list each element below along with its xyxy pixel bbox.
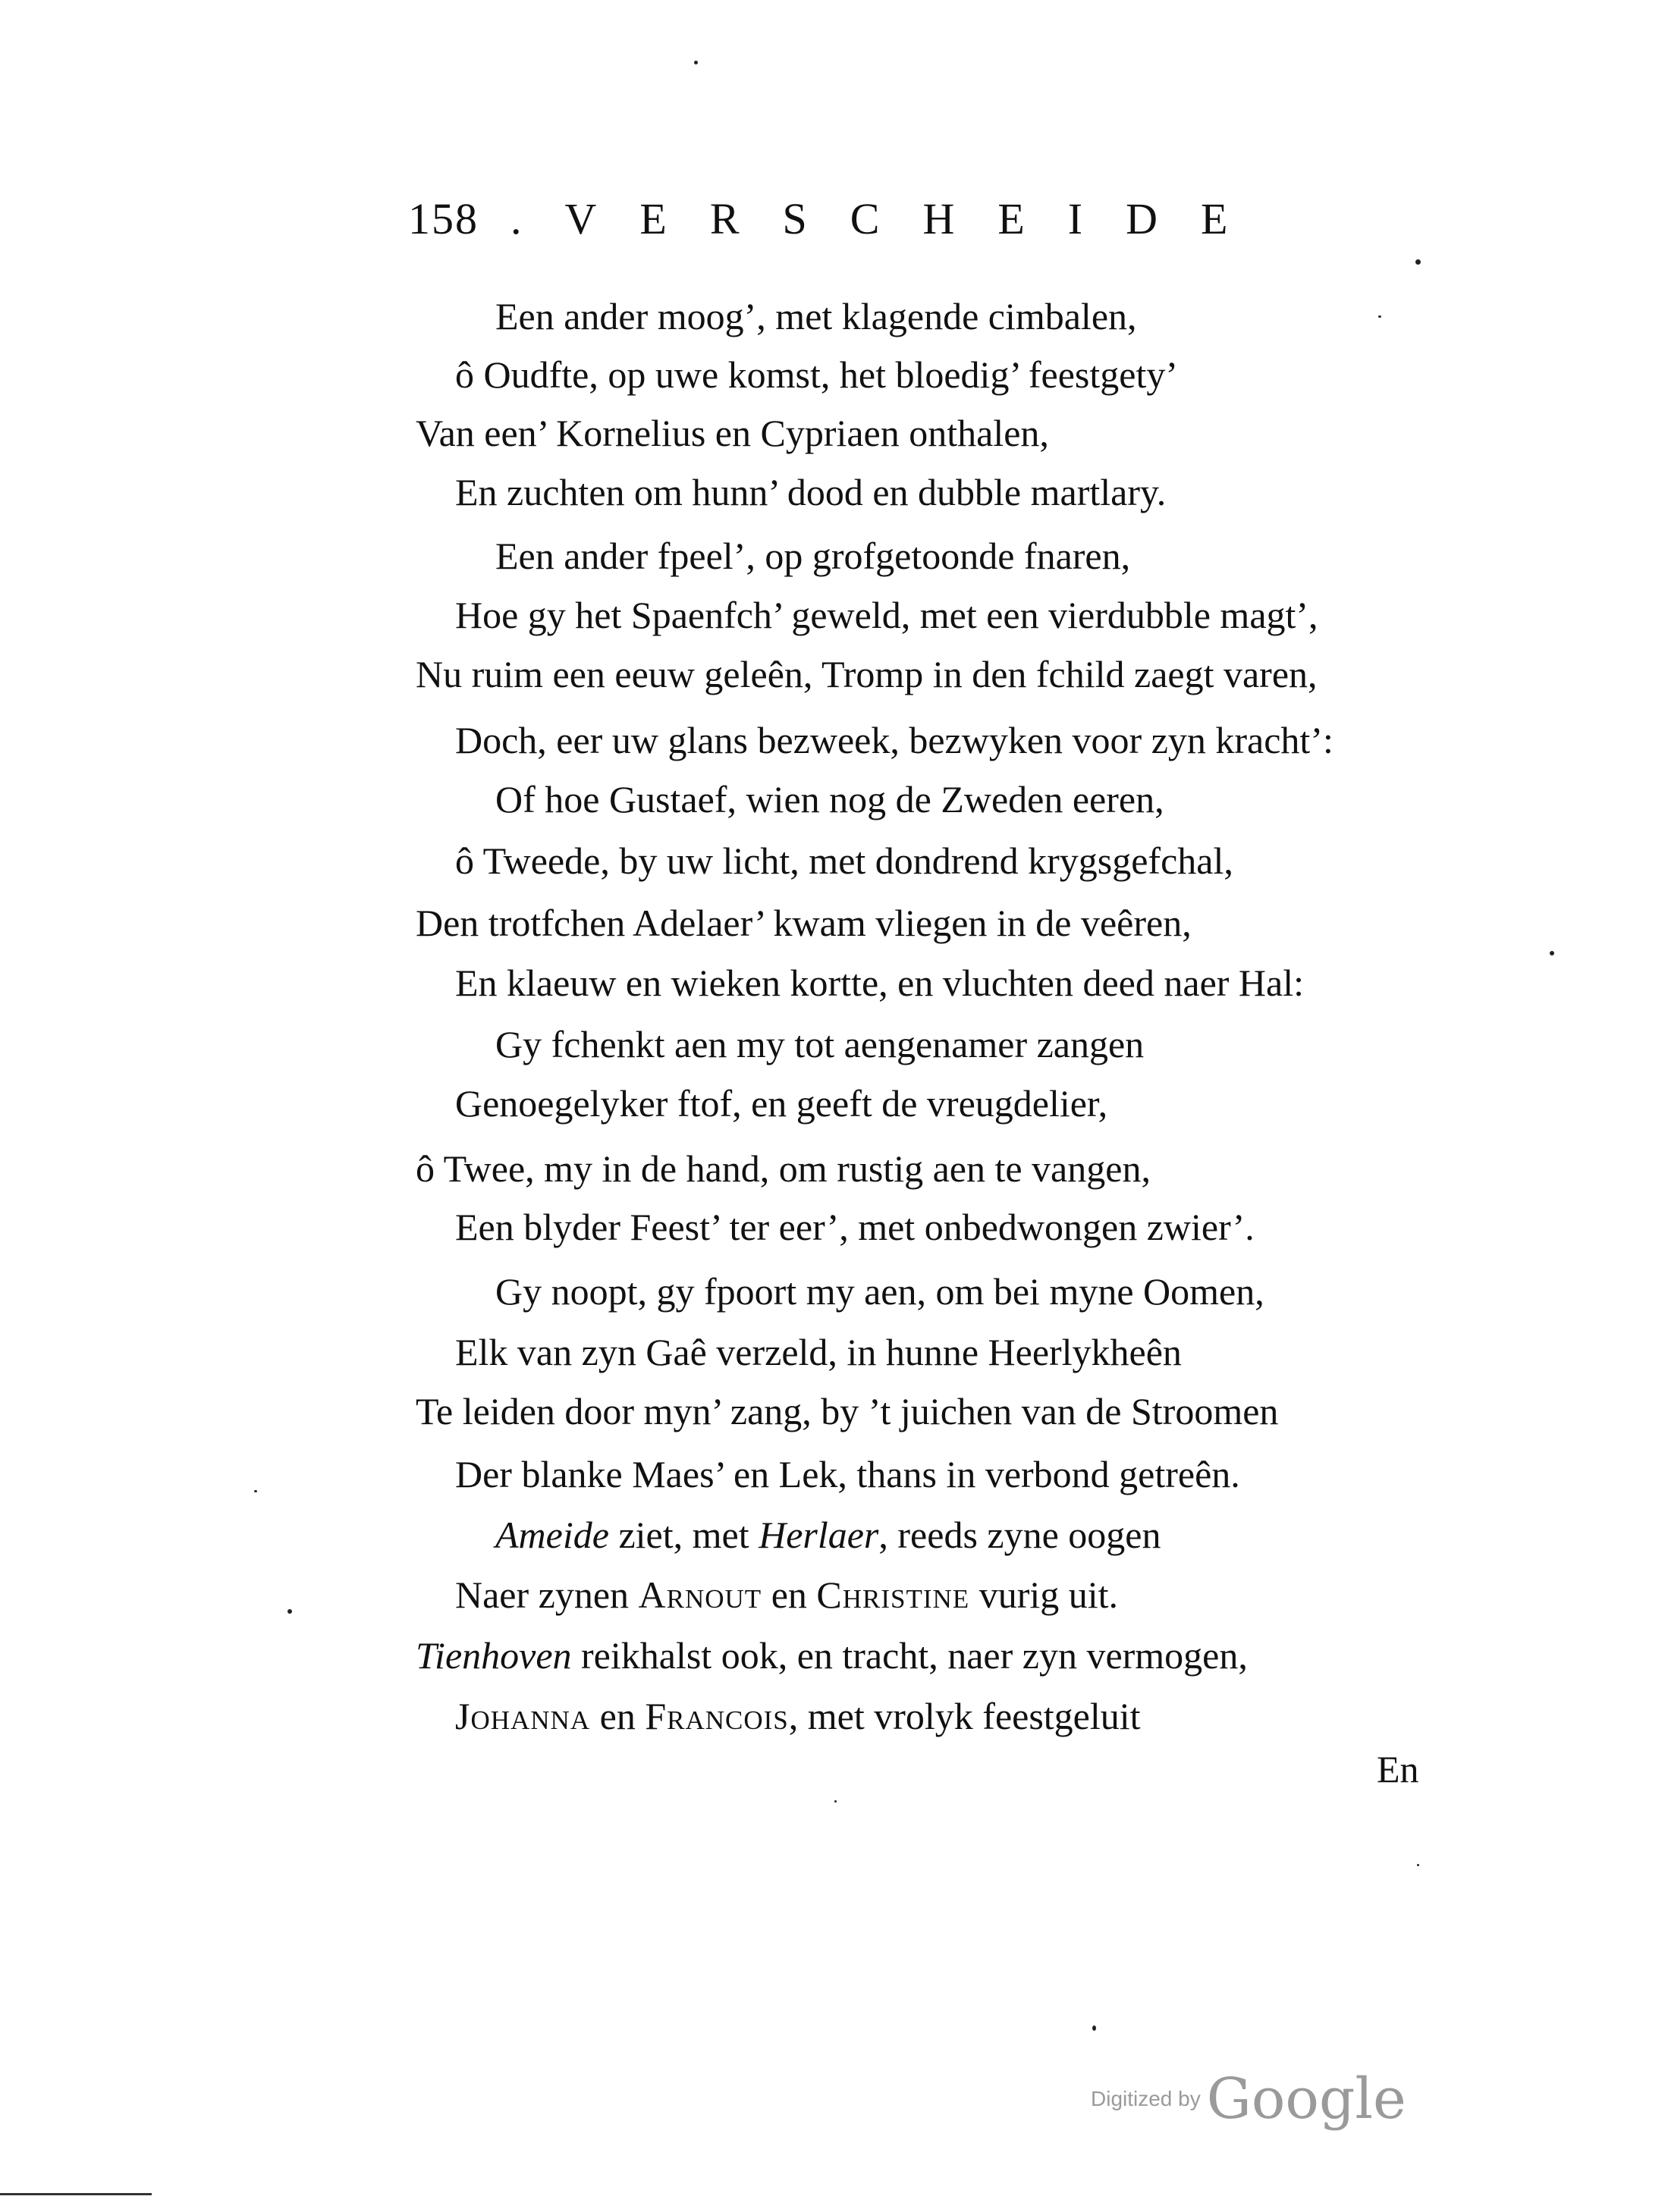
person-name: Francois — [645, 1695, 789, 1737]
poem-line: Hoe gy het Spaenfch’ geweld, met een vierdubble magt’, — [455, 594, 1318, 636]
poem-line: ô Tweede, by uw licht, met dondrend krygsgefchal, — [455, 839, 1233, 882]
place-name: Tienhoven — [416, 1634, 572, 1677]
ink-speck — [254, 1490, 257, 1492]
ink-speck — [834, 1800, 837, 1803]
poem-line: Of hoe Gustaef, wien nog de Zweden eeren, — [495, 778, 1164, 820]
poem-line: Doch, eer uw glans bezweek, bezwyken voor zyn kracht’: — [455, 719, 1333, 761]
line-text: Naer zynen — [455, 1574, 639, 1616]
poem-line: Een ander moog’, met klagende cimbalen, — [495, 295, 1137, 337]
poem-line: Een blyder Feest’ ter eer’, met onbedwongen zwier’. — [455, 1206, 1255, 1248]
poem-line: ô Oudfte, op uwe komst, het bloedig’ feestgety’ — [455, 353, 1179, 396]
poem-line: Gy fchenkt aen my tot aengenamer zangen — [495, 1023, 1145, 1065]
page-header — [408, 193, 1349, 254]
place-name: Ameide — [495, 1514, 609, 1556]
line-text: , met vrolyk feestgeluit — [788, 1695, 1141, 1737]
poem-line: Een ander fpeel’, op grofgetoonde fnaren, — [495, 535, 1131, 577]
poem-line: ô Twee, my in de hand, om rustig aen te vangen, — [416, 1147, 1151, 1190]
digitization-watermark — [1091, 2066, 1406, 2132]
poem-line: Gy noopt, gy fpoort my aen, om bei myne Oomen, — [495, 1270, 1264, 1313]
poem-line: Van een’ Kornelius en Cypriaen onthalen, — [416, 412, 1049, 454]
poem-line — [455, 1693, 1141, 1740]
running-title: .VERSCHEIDE — [510, 194, 1271, 243]
poem-line: Nu ruim een eeuw geleên, Tromp in den fchild zaegt varen, — [416, 653, 1318, 695]
ink-speck — [1550, 951, 1554, 955]
poem-line: Te leiden door myn’ zang, by ’t juichen van de Stroomen — [416, 1390, 1279, 1432]
ink-speck — [1378, 315, 1381, 318]
poem-line: Genoegelyker ftof, en geeft de vreugdelier, — [455, 1082, 1108, 1125]
line-text: reikhalst ook, en tracht, naer zyn vermogen, — [571, 1634, 1248, 1677]
ink-speck — [1417, 1864, 1419, 1866]
place-name: Herlaer — [759, 1514, 879, 1556]
google-logo: Google — [1206, 2066, 1406, 2132]
catchword: En — [1377, 1748, 1419, 1790]
poem-line: Elk van zyn Gaê verzeld, in hunne Heerlykheên — [455, 1331, 1182, 1373]
line-text: en — [762, 1574, 817, 1616]
ink-speck — [694, 61, 698, 64]
ink-speck — [1092, 2025, 1096, 2031]
ink-speck — [1415, 259, 1421, 265]
poem-line — [495, 1511, 1161, 1558]
poem-line: Den trotfchen Adelaer’ kwam vliegen in de veêren, — [416, 902, 1192, 944]
poem-line: Der blanke Maes’ en Lek, thans in verbond getreên. — [455, 1453, 1240, 1495]
poem-line: En klaeuw en wieken kortte, en vluchten deed naer Hal: — [455, 962, 1304, 1004]
watermark-prefix: Digitized by — [1091, 2087, 1201, 2110]
person-name: Christine — [816, 1574, 970, 1616]
poem-line: En zuchten om hunn’ dood en dubble martlary. — [455, 471, 1167, 513]
line-text: , reeds zyne oogen — [878, 1514, 1161, 1556]
scan-edge-line — [0, 2193, 152, 2195]
person-name: Arnout — [638, 1574, 762, 1616]
line-text: en — [590, 1695, 646, 1737]
poem-line — [416, 1632, 1248, 1679]
ink-speck — [287, 1609, 292, 1614]
line-text: ziet, met — [608, 1514, 759, 1556]
poem-line — [455, 1571, 1118, 1618]
person-name: Johanna — [455, 1695, 591, 1737]
page-number: 158 — [408, 194, 479, 243]
line-text: vurig uit. — [969, 1574, 1119, 1616]
